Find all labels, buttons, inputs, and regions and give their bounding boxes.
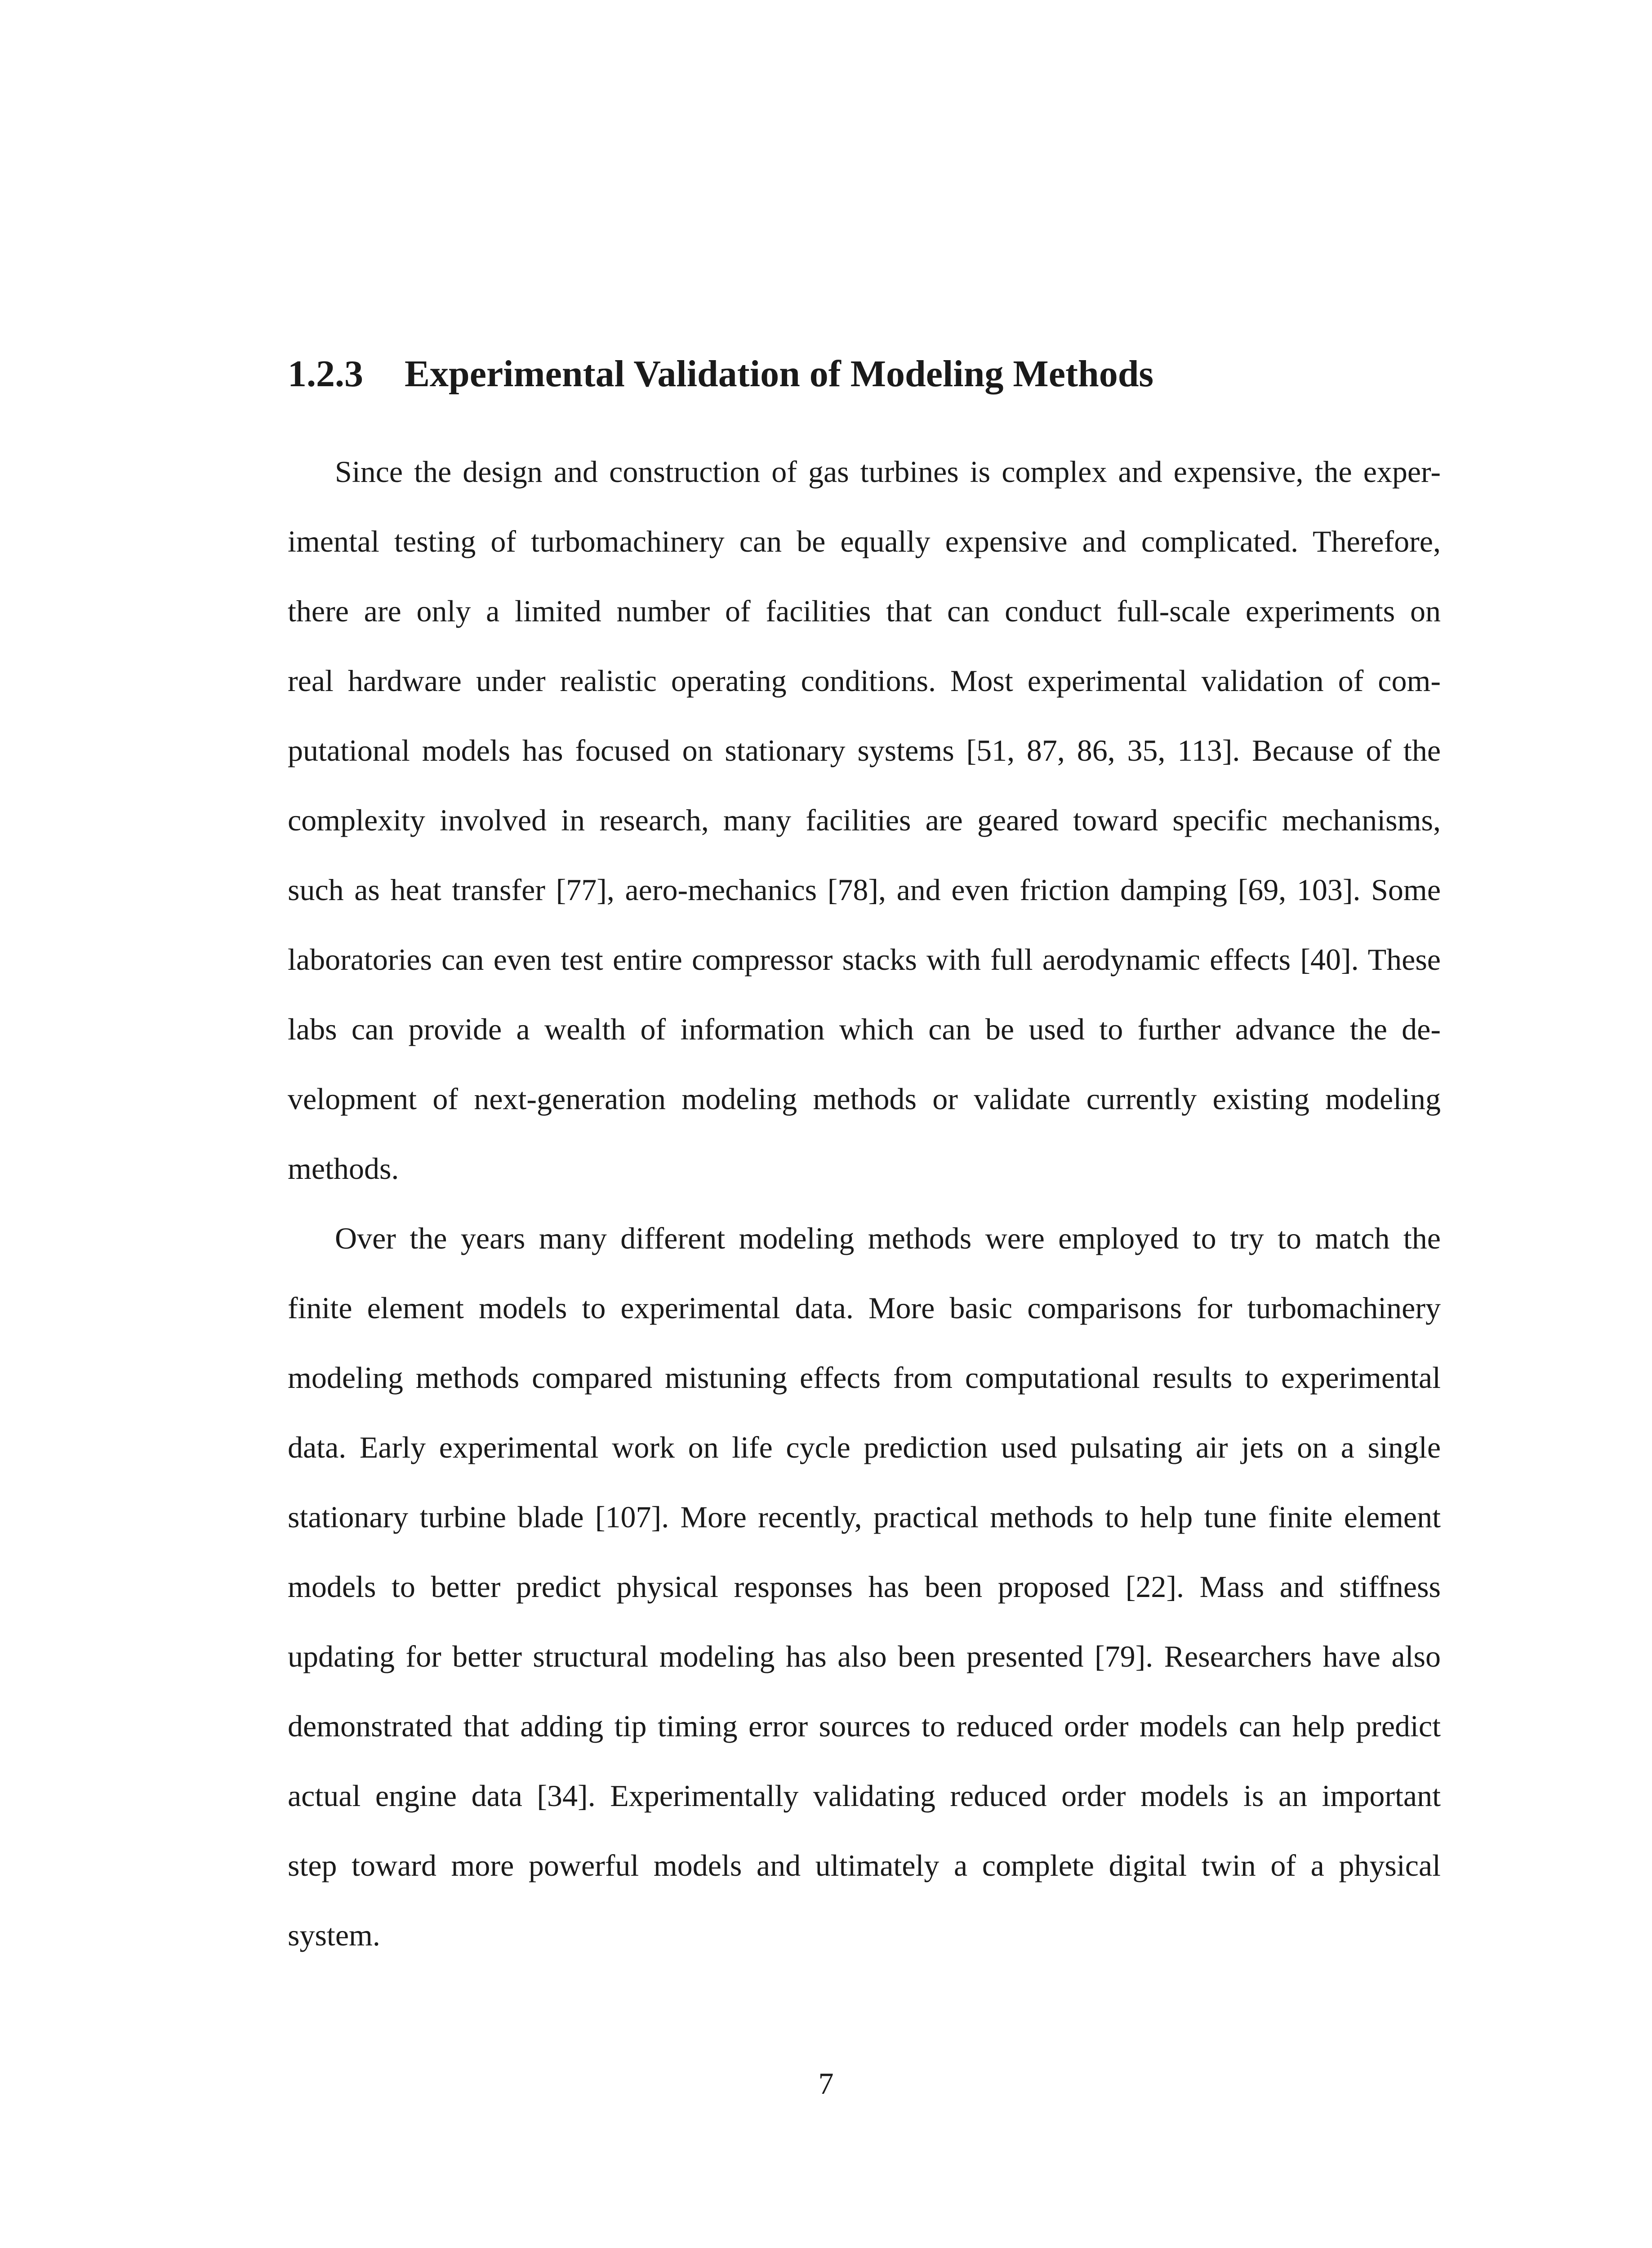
paragraph-2-line-3: modeling methods compared mistuning effects from computational results to experimental	[288, 1360, 1441, 1395]
paragraph-1-line-10: velopment of next-generation modeling methods or validate currently existing modeling	[288, 1082, 1441, 1116]
paragraph-1-line-11: methods.	[288, 1151, 399, 1186]
paragraph-2-line-10: step toward more powerful models and ultimately a complete digital twin of a physical	[288, 1848, 1441, 1882]
paragraph-2-line-1: Over the years many different modeling methods were employed to try to match the	[335, 1221, 1441, 1255]
paragraph-1-line-5: putational models has focused on stationary systems [51, 87, 86, 35, 113]. Because of the	[288, 733, 1441, 767]
paragraph-1-line-1: Since the design and construction of gas turbines is complex and expensive, the exper-	[335, 455, 1441, 489]
paragraph-2-line-9: actual engine data [34]. Experimentally validating reduced order models is an important	[288, 1779, 1441, 1813]
paragraph-1-line-6: complexity involved in research, many facilities are geared toward specific mechanisms,	[288, 803, 1441, 837]
paragraph-2-line-11: system.	[288, 1918, 380, 1952]
paragraph-2-line-6: models to better predict physical responses has been proposed [22]. Mass and stiffness	[288, 1570, 1441, 1604]
page-number: 7	[818, 2066, 834, 2101]
paragraph-2-line-8: demonstrated that adding tip timing error sources to reduced order models can help predict	[288, 1709, 1441, 1743]
paragraph-1-line-4: real hardware under realistic operating conditions. Most experimental validation of com-	[288, 664, 1441, 698]
paragraph-1-line-8: laboratories can even test entire compressor stacks with full aerodynamic effects [40]. These	[288, 942, 1441, 977]
paragraph-2-line-2: finite element models to experimental data. More basic comparisons for turbomachinery	[288, 1291, 1441, 1325]
paragraph-1-line-9: labs can provide a wealth of information which can be used to further advance the de-	[288, 1012, 1441, 1046]
paragraph-2-line-4: data. Early experimental work on life cycle prediction used pulsating air jets on a single	[288, 1430, 1441, 1464]
section-number: 1.2.3	[288, 353, 363, 395]
section-title: Experimental Validation of Modeling Methods	[405, 353, 1154, 395]
paragraph-2-line-5: stationary turbine blade [107]. More recently, practical methods to help tune finite element	[288, 1500, 1441, 1534]
paragraph-1-line-2: imental testing of turbomachinery can be equally expensive and complicated. Therefore,	[288, 524, 1441, 558]
paragraph-1-line-7: such as heat transfer [77], aero-mechanics [78], and even friction damping [69, 103]. Some	[288, 873, 1441, 907]
paragraph-1-line-3: there are only a limited number of facilities that can conduct full-scale experiments on	[288, 594, 1441, 628]
section-heading	[288, 355, 1153, 393]
paragraph-2-line-7: updating for better structural modeling has also been presented [79]. Researchers have also	[288, 1639, 1441, 1673]
